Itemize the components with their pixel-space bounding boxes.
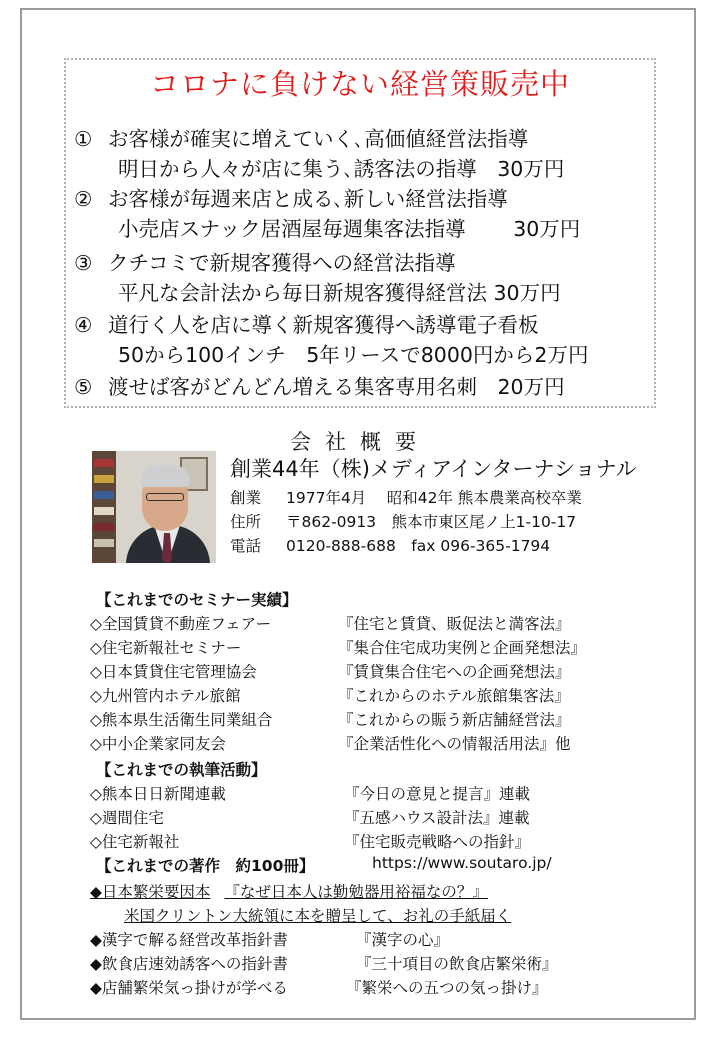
writing-org: ◇週間住宅 — [90, 809, 164, 827]
seminar-org: ◇九州管内ホテル旅館 — [90, 687, 241, 705]
offer-line2: 50から100インチ 5年リースで8000円から2万円 — [118, 343, 589, 367]
company-info-address — [230, 510, 576, 532]
writing-item — [90, 830, 531, 852]
seminar-topic: 『住宅と賃貸、販促法と満客法』 — [338, 615, 571, 633]
seminar-org: ◇全国賃貸不動産フェアー — [90, 615, 272, 633]
info-value: 0120-888-688 fax 096-365-1794 — [286, 537, 551, 555]
offer-line2: 平凡な会計法から毎日新規客獲得経営法 30万円 — [118, 281, 561, 305]
offer-4 — [74, 310, 588, 370]
offer-2 — [74, 184, 580, 244]
glasses — [146, 493, 184, 501]
seminar-item — [90, 732, 571, 754]
offer-line1: クチコミで新規客獲得への経営法指導 — [108, 251, 456, 275]
hair — [140, 465, 190, 487]
offer-3 — [74, 248, 561, 308]
seminar-org: ◇日本賃貸住宅管理協会 — [90, 663, 257, 681]
company-name: 創業44年（株)メディアインターナショナル — [230, 457, 637, 481]
seminar-item — [90, 612, 571, 634]
writing-item — [90, 782, 531, 804]
seminar-org: ◇熊本県生活衛生同業組合 — [90, 711, 273, 729]
promo-box — [64, 58, 656, 408]
offer-line2: 小売店スナック居酒屋毎週集客法指導 30万円 — [118, 217, 581, 241]
info-label: 電話 — [230, 537, 262, 555]
seminar-item — [90, 636, 587, 658]
info-value: 1977年4月 昭和42年 熊本農業高校卒業 — [286, 489, 582, 507]
seminar-topic: 『賃貸集合住宅への企画発想法』 — [338, 663, 571, 681]
offer-number: ① — [74, 127, 93, 151]
offer-line1: 道行く人を店に導く新規客獲得へ誘導電子看板 — [108, 313, 539, 337]
company-overview-heading: 会社概要 — [290, 430, 430, 454]
book-org: ◆飲食店速効誘客への指針書 — [90, 955, 288, 973]
writing-topic: 『住宅販売戦略への指針』 — [344, 833, 531, 851]
seminar-topic: 『集合住宅成功実例と企画発想法』 — [338, 639, 587, 657]
writing-topic: 『五感ハウス設計法』連載 — [344, 809, 530, 827]
offer-1 — [74, 124, 564, 184]
book-note — [124, 904, 511, 926]
books-heading: 【これまでの著作 約100冊】 — [96, 857, 315, 875]
book-org: ◆日本繁栄要因本 — [90, 883, 211, 901]
company-info-founded — [230, 486, 582, 508]
offer-number: ③ — [74, 251, 93, 275]
writing-org: ◇熊本日日新聞連載 — [90, 785, 226, 803]
book-topic: 『繁栄への五つの気っ掛け』 — [346, 979, 548, 997]
info-value: 〒862-0913 熊本市東区尾ノ上1-10-17 — [286, 513, 577, 531]
seminar-topic: 『企業活性化への情報活用法』他 — [338, 735, 571, 753]
book-topic: 『漢字の心』 — [356, 931, 450, 949]
seminar-item — [90, 708, 571, 730]
book-topic: 『三十項目の飲食店繁栄術』 — [356, 955, 558, 973]
book-item — [90, 952, 558, 974]
seminar-topic: 『これからのホテル旅館集客法』 — [338, 687, 570, 705]
website-url[interactable]: https://www.soutaro.jp/ — [372, 854, 552, 872]
company-info-phone — [230, 534, 550, 556]
book-topic: 『なぜ日本人は勤勉器用裕福なの？』 — [224, 883, 488, 901]
promo-title: コロナに負けない経営策販売中 — [149, 67, 570, 101]
offer-line1: お客様が毎週来店と成る､新しい経営法指導 — [108, 187, 508, 211]
offer-number: ④ — [74, 313, 93, 337]
writing-item — [90, 806, 530, 828]
info-label: 創業 — [230, 489, 262, 507]
offer-line1: お客様が確実に増えていく､高価値経営法指導 — [108, 127, 529, 151]
seminar-org: ◇中小企業家同友会 — [90, 735, 226, 753]
book-org: ◆店舗繁栄気っ掛けが学べる — [90, 979, 288, 997]
bookshelf — [92, 451, 116, 563]
writing-heading: 【これまでの執筆活動】 — [96, 761, 267, 779]
seminar-item — [90, 684, 570, 706]
seminar-item — [90, 660, 571, 682]
book-item — [90, 928, 450, 950]
seminar-topic: 『これからの賑う新店舗経営法』 — [338, 711, 571, 729]
writing-topic: 『今日の意見と提言』連載 — [344, 785, 531, 803]
seminar-org: ◇住宅新報社セミナー — [90, 639, 242, 657]
book-org: ◆漢字で解る経営改革指針書 — [90, 931, 288, 949]
offer-number: ⑤ — [74, 375, 93, 399]
book-item — [90, 976, 548, 998]
offer-5 — [74, 372, 565, 402]
seminar-heading: 【これまでのセミナー実績】 — [96, 591, 298, 609]
offer-line2: 明日から人々が店に集う､誘客法の指導 30万円 — [118, 157, 565, 181]
book-note-text: 米国クリントン大統領に本を贈呈して、お礼の手紙届く — [124, 907, 512, 925]
book-item — [90, 880, 488, 902]
info-label: 住所 — [230, 513, 262, 531]
offer-line1: 渡せば客がどんどん増える集客専用名刺 20万円 — [108, 375, 565, 399]
portrait-photo — [92, 451, 216, 563]
writing-org: ◇住宅新報社 — [90, 833, 180, 851]
offer-number: ② — [74, 187, 93, 211]
